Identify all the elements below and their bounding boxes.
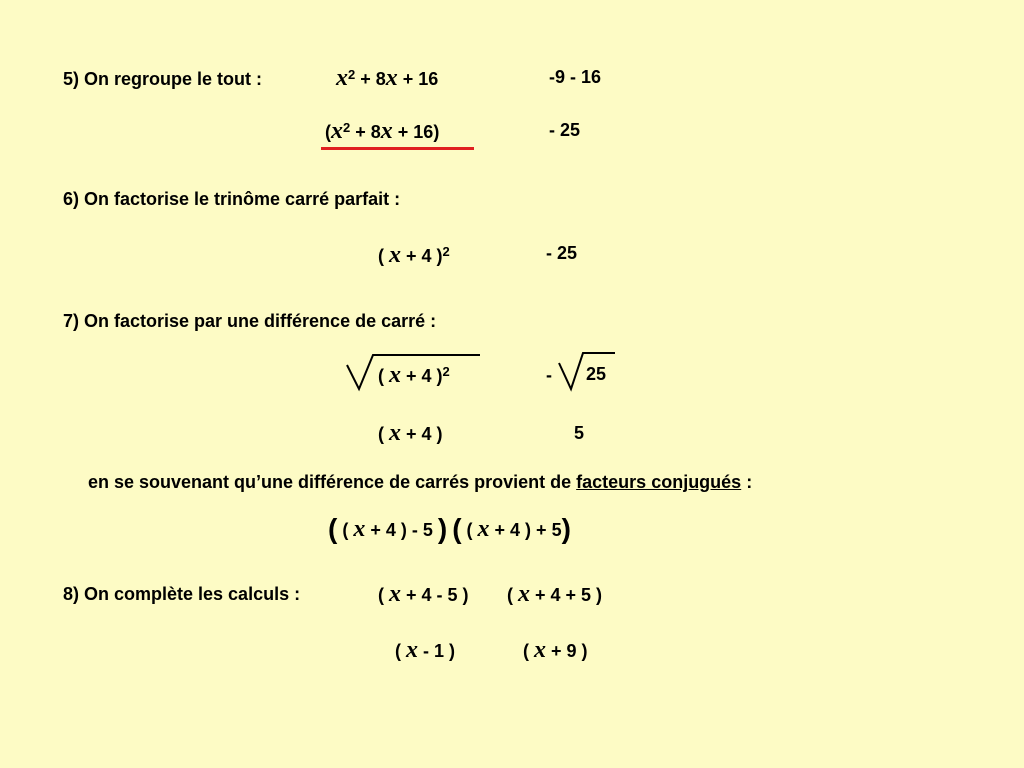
term: + 4 ) [401, 366, 443, 386]
var-x: x [389, 362, 401, 388]
term: + 4 - 5 ) [401, 585, 469, 605]
var-x: x [385, 65, 398, 91]
term: + 4 ) + 5 [489, 520, 562, 540]
paren-close: ) [433, 122, 440, 142]
step7-label: 7) On factorise par une différence de carré : [63, 311, 437, 331]
var-x: x [406, 637, 418, 663]
step8-factor2 [507, 582, 602, 606]
step7-root-right: 5 [574, 423, 585, 443]
var-x: x [534, 637, 546, 663]
var-x: x [336, 65, 348, 91]
var-x: x [477, 516, 490, 542]
paren-open: ( [328, 513, 338, 544]
step7-radicand-left [378, 363, 450, 387]
paren-open: ( [452, 513, 462, 544]
paren-open: ( [378, 366, 389, 386]
term: + 8 [355, 69, 386, 89]
paren-open: ( [507, 585, 518, 605]
step5-grouped [325, 119, 439, 143]
term: + 4 ) [401, 246, 443, 266]
note-text: en se souvenant qu’une différence de carrés provient de [88, 472, 577, 492]
step8-result2 [523, 638, 588, 662]
exponent: 2 [343, 120, 351, 135]
term: + 8 [350, 122, 381, 142]
var-x: x [331, 118, 343, 144]
paren-open: ( [325, 122, 331, 142]
var-x: x [389, 581, 401, 607]
step8-factor1 [378, 582, 469, 606]
paren-open: ( [378, 246, 389, 266]
term: - 1 ) [418, 641, 456, 661]
conjugate-note [88, 473, 752, 491]
step6-expression [378, 243, 450, 267]
red-underline [321, 147, 474, 150]
step5-right: -9 - 16 [549, 67, 602, 87]
paren-open: ( [395, 641, 406, 661]
term: ( [461, 520, 478, 540]
paren-open: ( [378, 585, 389, 605]
paren-open: ( [523, 641, 534, 661]
var-x: x [389, 242, 401, 268]
step5-label: 5) On regroupe le tout : [63, 69, 263, 89]
var-x: x [518, 581, 530, 607]
exponent: 2 [442, 244, 450, 259]
step6-label: 6) On factorise le trinôme carré parfait : [63, 189, 401, 209]
step8-result1 [395, 638, 455, 662]
paren-open: ( [378, 424, 389, 444]
term: + 4 + 5 ) [530, 585, 603, 605]
var-x: x [353, 516, 366, 542]
step5-expression [336, 66, 438, 90]
step7-radicand-right: 25 [586, 364, 607, 384]
term: + 16 [392, 122, 434, 142]
paren-close: ) [437, 513, 448, 544]
var-x: x [389, 420, 401, 446]
term: + 16 [397, 69, 439, 89]
var-x: x [380, 118, 393, 144]
conjugate-factors [328, 515, 571, 543]
step7-minus: - [546, 365, 552, 385]
term: + 4 ) - 5 [365, 520, 438, 540]
term: + 4 ) [401, 424, 443, 444]
term: + 9 ) [546, 641, 588, 661]
exponent: 2 [442, 364, 450, 379]
note-text: : [741, 472, 753, 492]
step5-right2: - 25 [549, 120, 581, 140]
step8-label: 8) On complète les calculs : [63, 584, 301, 604]
term: ( [337, 520, 354, 540]
paren-close: ) [561, 513, 571, 544]
note-underlined: facteurs conjugués [576, 472, 742, 492]
step7-root-left [378, 421, 443, 445]
step6-right: - 25 [546, 243, 578, 263]
exponent: 2 [348, 67, 356, 82]
